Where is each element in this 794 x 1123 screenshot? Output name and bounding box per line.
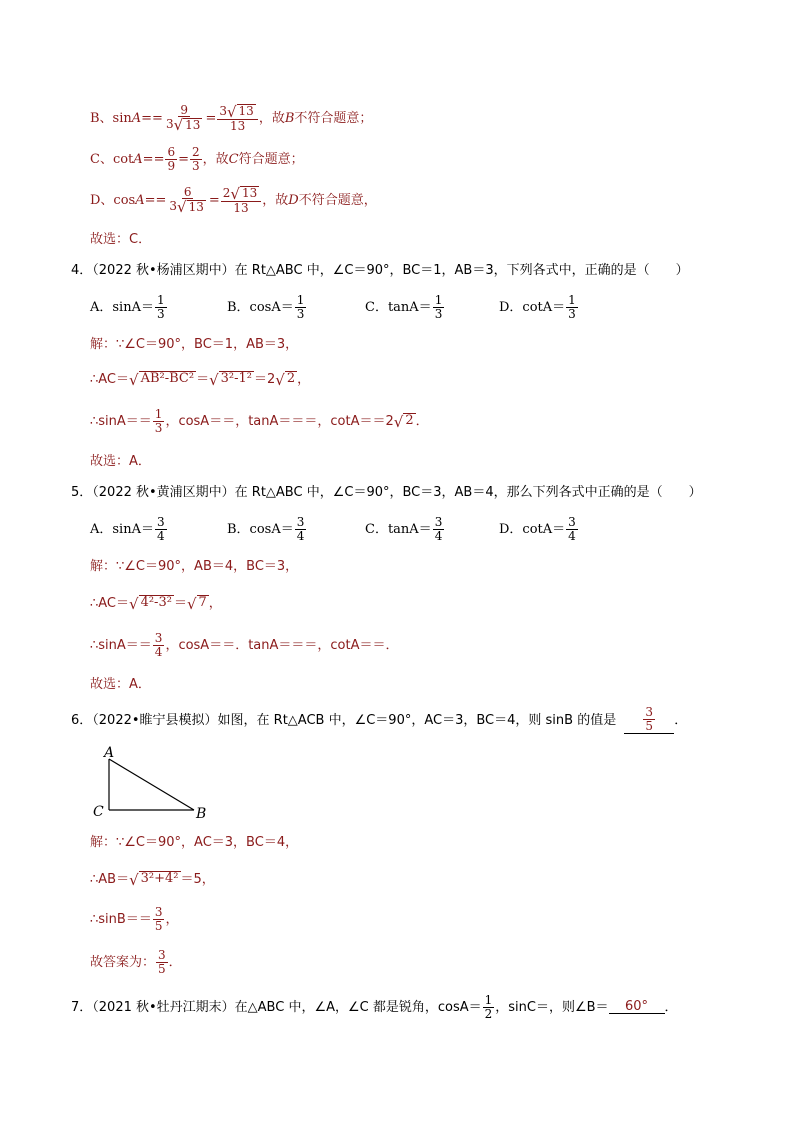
text: ＝	[196, 371, 210, 387]
q5-stem: 5．（2022 秋•黄浦区期中）在 Rt△ABC 中，∠C＝90°，BC＝3，AB＝4，那么下列各式中正确的是（ ）	[71, 484, 702, 500]
coef: 3	[169, 199, 178, 214]
denominator: 4	[568, 528, 576, 543]
text: ∴AC＝	[90, 371, 130, 387]
fraction	[566, 294, 578, 320]
q5-options	[90, 512, 579, 546]
q3-option-c-solution	[90, 142, 304, 176]
text: B．cosA＝	[227, 521, 294, 537]
text: B	[284, 110, 295, 126]
denominator: 3	[568, 306, 576, 321]
denominator: 13	[233, 200, 249, 215]
numerator: 1	[434, 292, 443, 307]
text: ，故	[262, 192, 289, 208]
text: ∴AB＝	[90, 871, 130, 887]
denominator: 3	[192, 158, 200, 173]
q4-stem: 4．（2022 秋•杨浦区期中）在 Rt△ABC 中，∠C＝90°，BC＝1，AB＝3，下列各式中，正确的是（ ）	[71, 262, 689, 278]
text: 不符合题意；	[294, 110, 373, 126]
fraction	[164, 104, 204, 133]
q5-answer: 故选：A．	[90, 676, 151, 692]
denominator: 3	[154, 420, 163, 435]
numerator: 1	[484, 992, 493, 1007]
q4-solution-line-2	[90, 366, 310, 392]
text: 7．（2021 秋•牡丹江期末）在△ABC 中，∠A，∠C 都是锐角，cosA＝	[71, 999, 482, 1015]
text: =	[205, 110, 217, 126]
text: B．cosA＝	[227, 299, 294, 315]
fraction	[221, 186, 261, 215]
q6-triangle-figure	[88, 742, 228, 822]
fraction	[156, 949, 168, 975]
q4-option-c[interactable]	[365, 294, 499, 320]
numerator: 3	[434, 514, 443, 529]
text: C．tanA＝	[365, 299, 432, 315]
text: ∴sinA＝＝	[90, 637, 152, 653]
vertex-label-c: C	[93, 804, 104, 820]
fraction	[155, 294, 167, 320]
numerator: 2	[192, 144, 200, 159]
text: A	[131, 110, 142, 126]
text: ∴AC＝	[90, 595, 130, 611]
fraction	[153, 408, 165, 434]
sqrt: √ 3²+4²	[129, 870, 179, 889]
q3-option-b-solution	[90, 98, 372, 138]
text: 6．（2022•睢宁县模拟）如图，在 Rt△ACB 中，∠C＝90°，AC＝3，BC＝4，则 sinB 的值是	[71, 712, 617, 728]
q5-solution-line-2	[90, 590, 222, 616]
text: ，故	[202, 151, 229, 167]
text: ∴sinB＝＝	[90, 911, 152, 927]
q3-answer: 故选：C．	[90, 231, 152, 247]
fraction	[153, 906, 165, 932]
radicand: 7	[198, 595, 207, 611]
q5-option-d[interactable]	[499, 516, 579, 542]
text: A	[135, 192, 145, 208]
text: ＝	[173, 595, 187, 611]
numerator: 3	[156, 514, 165, 529]
q4-solution-line-1: 解：∵∠C＝90°，BC＝1，AB＝3，	[90, 336, 299, 352]
q5-option-c[interactable]	[365, 516, 499, 542]
numerator: 1	[568, 292, 576, 307]
denominator: 5	[154, 918, 163, 933]
q5-option-b[interactable]	[227, 516, 365, 542]
text: ，	[297, 371, 311, 387]
fraction	[153, 632, 165, 658]
numerator: 9	[180, 102, 189, 117]
text: C、cot	[90, 151, 134, 167]
denominator: 2	[484, 1006, 493, 1021]
text: 不符合题意，	[298, 192, 377, 208]
q6-solution-line-3	[90, 902, 178, 936]
text: ==	[142, 151, 165, 167]
numerator: 3	[154, 904, 163, 919]
text: ==	[141, 110, 163, 126]
coef: 3	[165, 117, 174, 132]
text: A．sinA＝	[90, 299, 154, 315]
sqrt: √ 13	[173, 116, 201, 135]
q6-answer-blank	[624, 706, 674, 733]
q5-solution-line-1: 解：∵∠C＝90°，AB＝4，BC＝3，	[90, 558, 299, 574]
radicand: 13	[188, 199, 204, 214]
fraction	[643, 706, 655, 732]
sqrt: √ 3²-1²	[209, 370, 253, 389]
denominator: 13	[229, 118, 246, 133]
denominator	[164, 116, 204, 135]
numerator: 3	[296, 514, 305, 529]
denominator: 4	[156, 528, 165, 543]
text: ．	[168, 954, 182, 970]
text: =	[178, 151, 190, 167]
text: D．cotA＝	[499, 299, 566, 315]
q4-option-b[interactable]	[227, 294, 365, 320]
text: ，sinC＝，则∠B＝	[495, 999, 609, 1015]
radicand: 13	[241, 185, 258, 200]
q6-solution-line-1: 解：∵∠C＝90°，AC＝3，BC＝4，	[90, 834, 299, 850]
denominator	[167, 198, 207, 217]
text: ∴sinA＝＝	[90, 413, 152, 429]
text: D	[288, 192, 299, 208]
denominator: 3	[296, 306, 305, 321]
denominator: 4	[296, 528, 305, 543]
text: D、cos	[90, 192, 136, 208]
text: ，cosA＝＝．tanA＝＝＝，cotA＝＝．	[165, 637, 399, 653]
numerator: 6	[167, 144, 176, 159]
q7-answer-blank: 60°	[609, 1000, 665, 1014]
text: ＝2	[254, 371, 276, 387]
q7-stem	[71, 990, 678, 1024]
radicand: 3²-1²	[220, 371, 253, 387]
numerator	[217, 104, 257, 120]
q4-options	[90, 290, 579, 324]
q4-solution-line-3	[90, 404, 429, 438]
fraction	[155, 516, 167, 542]
radicand: 4²-3²	[140, 595, 172, 611]
text: 符合题意；	[238, 151, 304, 167]
fraction	[167, 186, 207, 215]
q3-option-d-solution	[90, 180, 377, 220]
sqrt: √ 13	[230, 184, 258, 203]
text: ．	[415, 413, 429, 429]
text: C．tanA＝	[365, 521, 432, 537]
numerator: 3	[154, 630, 163, 645]
q4-option-a[interactable]	[90, 294, 227, 320]
fraction	[190, 146, 202, 172]
text: ，	[208, 595, 222, 611]
radicand: 13	[185, 117, 201, 132]
fraction	[165, 146, 177, 172]
radicand: 3²+4²	[140, 871, 179, 887]
denominator: 4	[154, 644, 163, 659]
coef: 2	[222, 185, 231, 200]
vertex-label-b: B	[196, 806, 207, 822]
denominator: 5	[645, 719, 654, 733]
radicand: 13	[238, 103, 254, 118]
numerator: 1	[154, 406, 163, 421]
coef: 3	[219, 103, 227, 118]
text: A	[133, 151, 143, 167]
fraction	[433, 516, 445, 542]
fraction	[483, 994, 495, 1020]
numerator: 6	[183, 184, 192, 199]
text: ，cosA＝＝，tanA＝＝＝，cotA＝＝2	[165, 413, 394, 429]
radicand: 2	[405, 413, 414, 429]
q5-solution-line-3	[90, 628, 399, 662]
fraction	[433, 294, 445, 320]
sqrt: √ 4²-3²	[129, 594, 172, 613]
sqrt: √ 7	[186, 594, 207, 613]
fraction	[217, 104, 257, 133]
vertex-label-a: A	[104, 745, 115, 761]
sqrt: √ AB²-BC²	[129, 370, 195, 389]
numerator: 1	[156, 292, 165, 307]
q6-answer	[90, 945, 182, 979]
text: ．	[674, 712, 688, 728]
q4-answer: 故选：A．	[90, 453, 151, 469]
q6-solution-line-2	[90, 866, 215, 892]
numerator: 3	[568, 514, 576, 529]
q6-stem	[71, 704, 687, 736]
numerator: 1	[296, 292, 305, 307]
text: D．cotA＝	[499, 521, 566, 537]
fraction	[566, 516, 578, 542]
fraction	[295, 294, 307, 320]
text: =	[208, 192, 220, 208]
radicand: AB²-BC²	[140, 371, 195, 387]
sqrt: √ 2	[393, 412, 414, 431]
fraction	[295, 516, 307, 542]
text: B、sin	[90, 110, 132, 126]
denominator: 5	[158, 961, 166, 976]
sqrt: √ 13	[226, 102, 254, 121]
numerator	[221, 186, 261, 202]
text: ，故	[258, 110, 285, 126]
sqrt: √ 13	[177, 198, 204, 217]
denominator: 4	[434, 528, 443, 543]
side-ab	[109, 759, 194, 810]
text: ．	[664, 999, 678, 1015]
q4-option-d[interactable]	[499, 294, 579, 320]
numerator: 3	[645, 705, 654, 720]
denominator: 3	[434, 306, 443, 321]
text: A．sinA＝	[90, 521, 154, 537]
q5-option-a[interactable]	[90, 516, 227, 542]
radicand: 2	[286, 371, 296, 387]
denominator: 3	[156, 306, 165, 321]
text: C	[228, 151, 239, 167]
text: ＝5，	[180, 871, 215, 887]
text: ==	[144, 192, 167, 208]
text: 故答案为：	[90, 954, 156, 970]
numerator: 3	[158, 947, 166, 962]
denominator: 9	[167, 158, 176, 173]
text: ，	[165, 911, 179, 927]
sqrt: √ 2	[275, 370, 296, 389]
